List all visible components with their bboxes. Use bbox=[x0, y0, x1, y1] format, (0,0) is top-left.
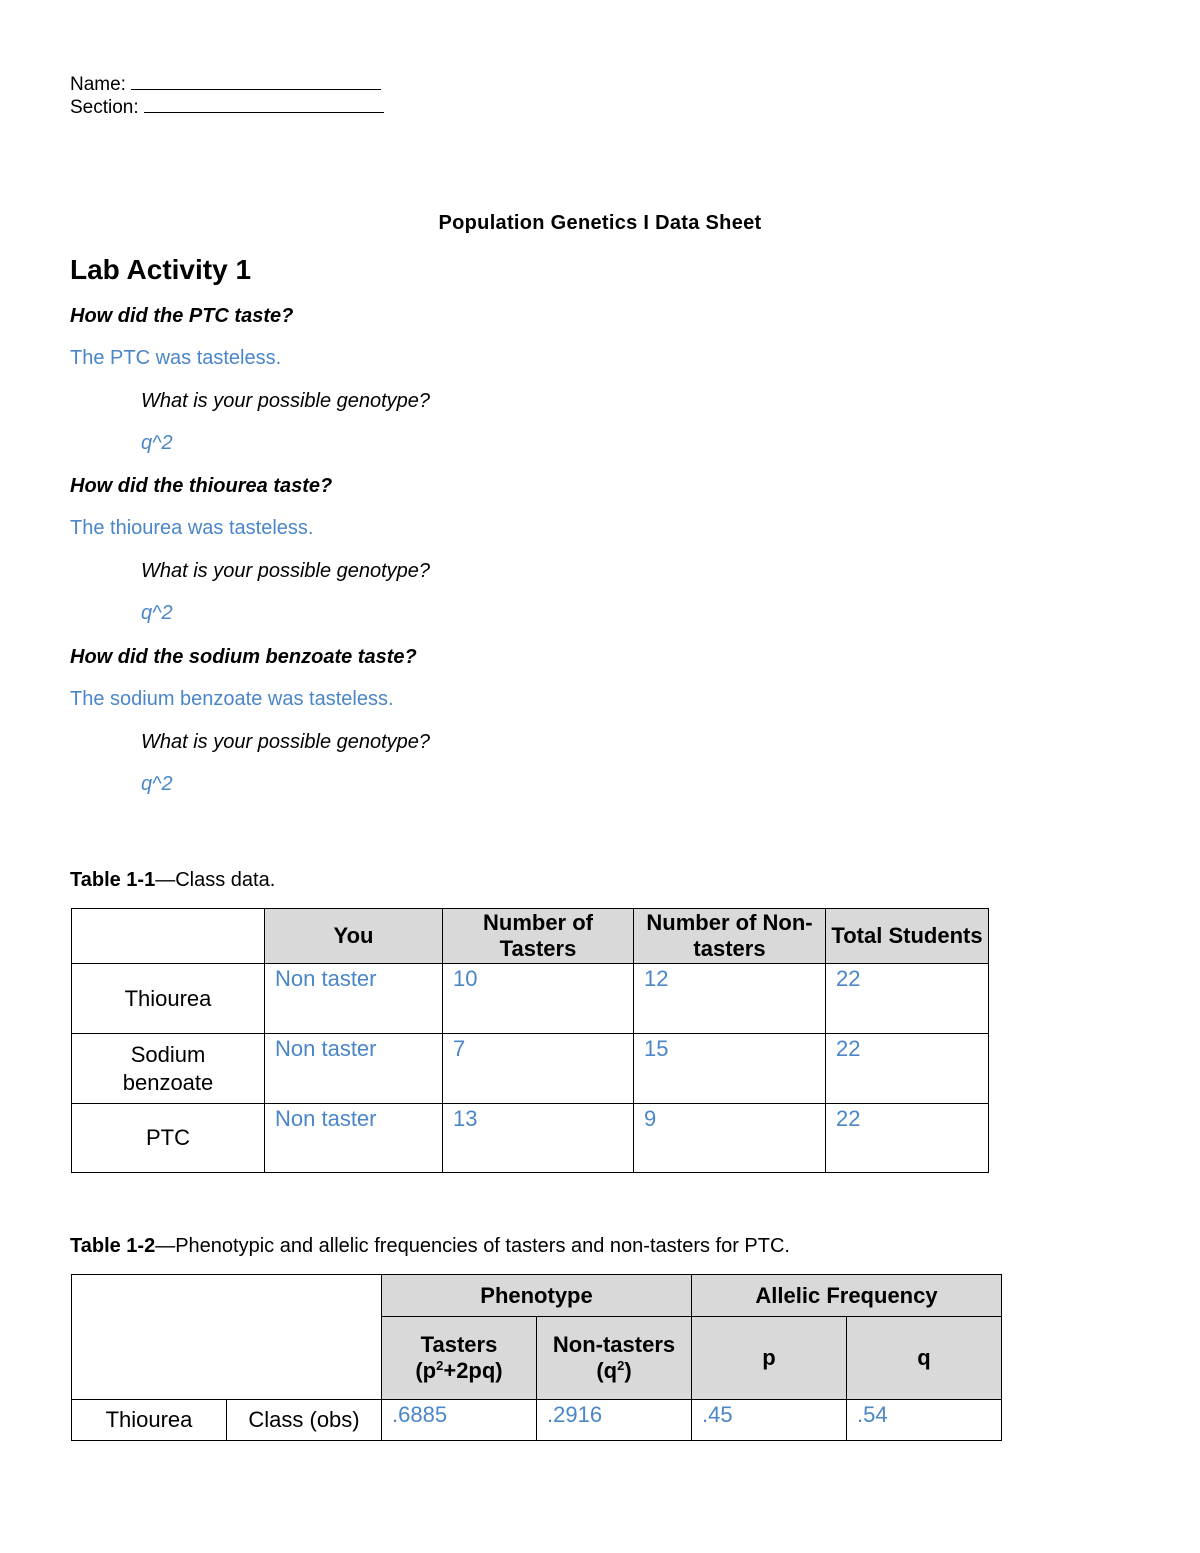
non-tasters-formula bbox=[596, 1358, 631, 1383]
you-cell[interactable]: Non taster bbox=[265, 964, 443, 1034]
name-label: Name: bbox=[70, 74, 126, 95]
genotype-prompt-sodium-benzoate: What is your possible genotype? bbox=[141, 731, 431, 753]
you-cell[interactable]: Non taster bbox=[265, 1104, 443, 1173]
question-ptc: How did the PTC taste? bbox=[70, 305, 294, 327]
tasters-label: Tasters bbox=[420, 1332, 498, 1357]
table-row bbox=[72, 1034, 989, 1104]
genotype-answer-thiourea: q^2 bbox=[141, 602, 173, 624]
class-data-table bbox=[71, 908, 989, 1173]
row-label: Thiourea bbox=[72, 964, 265, 1034]
non-tasters-formula-sup: 2 bbox=[617, 1358, 625, 1373]
table1-caption-label: Table 1-1 bbox=[70, 869, 156, 891]
activity-heading: Lab Activity 1 bbox=[70, 254, 252, 285]
table-row bbox=[72, 964, 989, 1034]
tasters-formula-post: +2pq) bbox=[443, 1358, 503, 1383]
name-field[interactable] bbox=[70, 71, 381, 96]
total-cell[interactable]: 22 bbox=[826, 964, 989, 1034]
group-header-row bbox=[72, 1275, 1002, 1317]
you-cell[interactable]: Non taster bbox=[265, 1034, 443, 1104]
frequency-table bbox=[71, 1274, 1002, 1441]
header-non-tasters bbox=[537, 1317, 692, 1400]
row-sublabel: Class (obs) bbox=[227, 1400, 382, 1441]
genotype-prompt-thiourea: What is your possible genotype? bbox=[141, 560, 431, 582]
header-total-students: Total Students bbox=[826, 909, 989, 964]
header-number-of-tasters: Number of Tasters bbox=[443, 909, 634, 964]
table-header-row bbox=[72, 909, 989, 964]
tasters-formula-sup: 2 bbox=[436, 1358, 444, 1373]
genotype-answer-sodium-benzoate: q^2 bbox=[141, 773, 173, 795]
total-cell[interactable]: 22 bbox=[826, 1104, 989, 1173]
table-row bbox=[72, 1104, 989, 1173]
tasters-freq-cell[interactable]: .6885 bbox=[382, 1400, 537, 1441]
header-you: You bbox=[265, 909, 443, 964]
name-blank[interactable] bbox=[131, 71, 381, 90]
table-row bbox=[72, 1400, 1002, 1441]
genotype-answer-ptc: q^2 bbox=[141, 432, 173, 454]
answer-ptc: The PTC was tasteless. bbox=[70, 347, 282, 369]
total-cell[interactable]: 22 bbox=[826, 1034, 989, 1104]
header-p: p bbox=[692, 1317, 847, 1400]
genotype-prompt-ptc: What is your possible genotype? bbox=[141, 390, 431, 412]
table2-caption-label: Table 1-2 bbox=[70, 1235, 156, 1257]
tasters-cell[interactable]: 13 bbox=[443, 1104, 634, 1173]
table1-caption-text: —Class data. bbox=[155, 869, 276, 891]
answer-thiourea: The thiourea was tasteless. bbox=[70, 517, 314, 539]
table2-caption bbox=[70, 1235, 790, 1258]
page-title: Population Genetics I Data Sheet bbox=[438, 212, 762, 234]
question-thiourea: How did the thiourea taste? bbox=[70, 475, 333, 497]
table1-caption bbox=[70, 869, 275, 892]
table2-caption-text: —Phenotypic and allelic frequencies of tasters and non-tasters for PTC. bbox=[155, 1235, 790, 1257]
tasters-formula bbox=[415, 1358, 502, 1383]
tasters-formula-pre: (p bbox=[415, 1358, 437, 1383]
non-tasters-cell[interactable]: 12 bbox=[634, 964, 826, 1034]
non-tasters-cell[interactable]: 15 bbox=[634, 1034, 826, 1104]
corner-cell bbox=[72, 909, 265, 964]
non-tasters-label: Non-tasters bbox=[552, 1332, 676, 1357]
section-label: Section: bbox=[70, 97, 139, 118]
section-field[interactable] bbox=[70, 94, 384, 119]
header-phenotype: Phenotype bbox=[382, 1275, 692, 1317]
non-tasters-freq-cell[interactable]: .2916 bbox=[537, 1400, 692, 1441]
row-label: Sodium benzoate bbox=[72, 1034, 265, 1104]
corner-cell bbox=[72, 1275, 382, 1400]
section-blank[interactable] bbox=[144, 94, 384, 113]
header-q: q bbox=[847, 1317, 1002, 1400]
row-label: Thiourea bbox=[72, 1400, 227, 1441]
tasters-cell[interactable]: 7 bbox=[443, 1034, 634, 1104]
header-allelic-frequency: Allelic Frequency bbox=[692, 1275, 1002, 1317]
non-tasters-formula-post: ) bbox=[624, 1358, 632, 1383]
non-tasters-formula-pre: (q bbox=[596, 1358, 618, 1383]
row-label: PTC bbox=[72, 1104, 265, 1173]
p-cell[interactable]: .45 bbox=[692, 1400, 847, 1441]
header-tasters bbox=[382, 1317, 537, 1400]
question-sodium-benzoate: How did the sodium benzoate taste? bbox=[70, 646, 417, 668]
answer-sodium-benzoate: The sodium benzoate was tasteless. bbox=[70, 688, 394, 710]
header-number-of-non-tasters: Number of Non-tasters bbox=[634, 909, 826, 964]
non-tasters-cell[interactable]: 9 bbox=[634, 1104, 826, 1173]
q-cell[interactable]: .54 bbox=[847, 1400, 1002, 1441]
tasters-cell[interactable]: 10 bbox=[443, 964, 634, 1034]
